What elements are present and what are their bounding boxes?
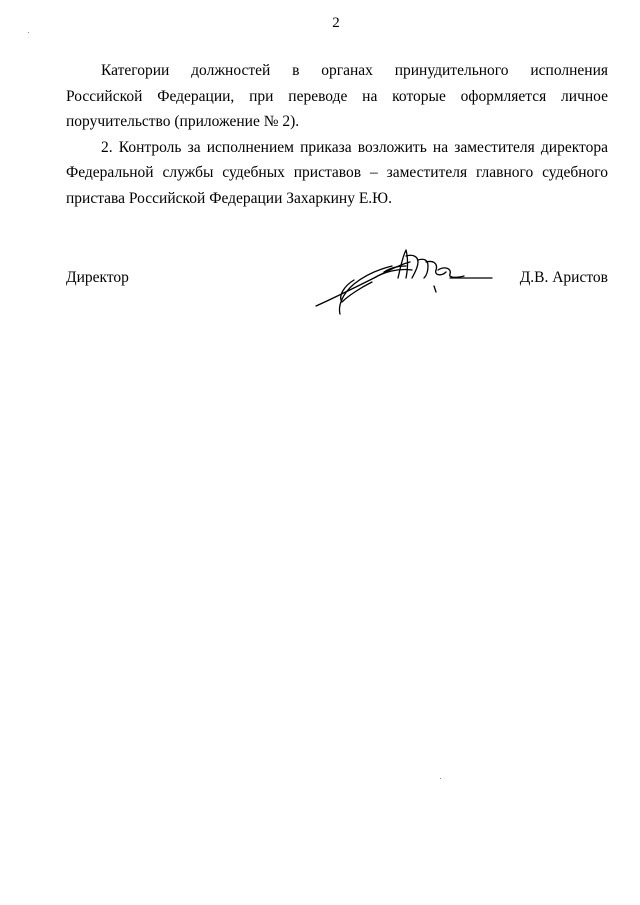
scan-speck	[28, 32, 29, 33]
paragraph-line: Российской Федерации, при переводе на которые оформляется личное	[66, 87, 608, 105]
signatory-title: Директор	[66, 269, 129, 286]
paragraph-categories	[66, 58, 608, 135]
signature-block	[66, 268, 608, 328]
document-body	[66, 58, 608, 211]
page-number: 2	[332, 15, 340, 31]
paragraph-line: Федеральной службы судебных приставов – заместителя главного судебного	[66, 164, 608, 181]
paragraph-line: пристава Российской Федерации Захаркину Е.Ю.	[66, 189, 392, 207]
handwritten-signature	[314, 248, 494, 318]
paragraph-line: Категории должностей в органах принудительного исполнения	[101, 62, 608, 79]
signatory-name: Д.В. Аристов	[519, 269, 608, 286]
paragraph-line: поручительство (приложение № 2).	[66, 113, 300, 130]
paragraph-control	[66, 135, 608, 212]
paragraph-line: 2. Контроль за исполнением приказа возложить на заместителя директора	[101, 138, 608, 156]
scan-speck	[440, 778, 441, 779]
